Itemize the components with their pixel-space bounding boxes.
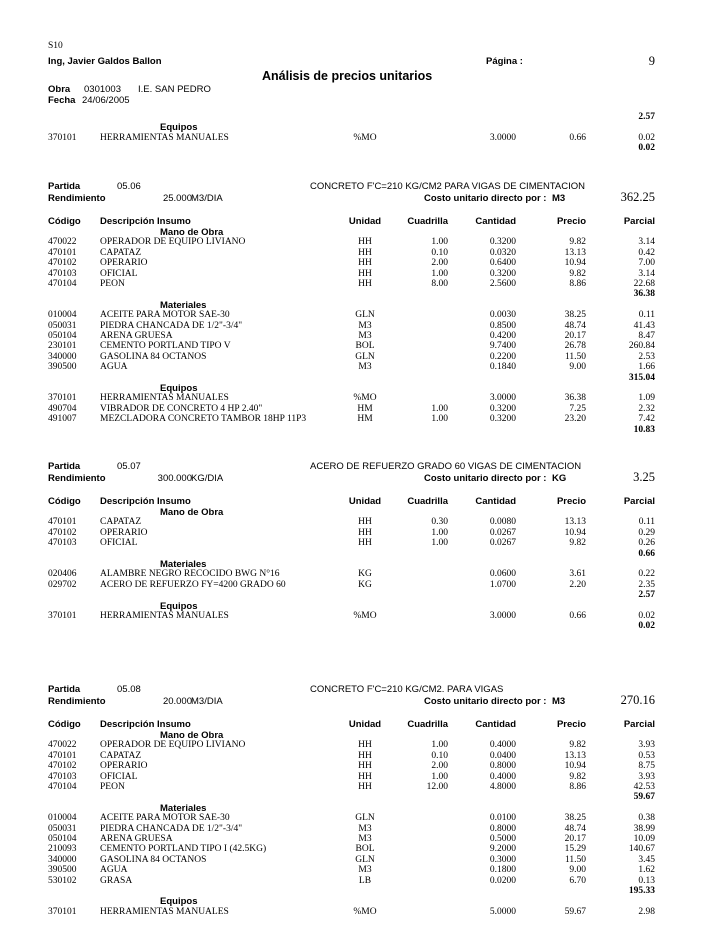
row-parcial: 2.35 xyxy=(638,579,655,590)
row-description: CAPATAZ xyxy=(100,517,142,528)
row-code: 230101 xyxy=(48,341,77,352)
row-code: 530102 xyxy=(48,875,77,886)
row-cuadrilla: 2.00 xyxy=(431,258,448,269)
row-description: OFICIAL xyxy=(100,771,138,782)
row-description: VIBRADOR DE CONCRETO 4 HP 2.40" xyxy=(100,403,263,414)
partida-label: Partida xyxy=(48,181,81,192)
row-unit: HH xyxy=(358,740,372,751)
obra-code: 0301003 xyxy=(84,84,121,95)
row-cuadrilla: 1.00 xyxy=(431,771,448,782)
company-name: Ing, Javier Galdos Ballon xyxy=(48,56,162,67)
row-unit: HH xyxy=(358,237,372,248)
row-parcial: 0.13 xyxy=(638,875,655,886)
row-cantidad: 0.5000 xyxy=(489,834,516,844)
row-code: 390500 xyxy=(48,865,77,876)
row-description: OPERADOR DE EQUIPO LIVIANO xyxy=(100,740,246,751)
row-unit: HH xyxy=(358,527,372,538)
column-header-parcial: Parcial xyxy=(623,496,655,507)
row-precio: 11.50 xyxy=(564,351,586,362)
row-parcial: 1.62 xyxy=(638,865,655,876)
row-code: 470103 xyxy=(48,268,77,279)
row-cuadrilla: 8.00 xyxy=(431,279,448,289)
column-header-codigo: Código xyxy=(48,719,81,730)
section-total: 0.66 xyxy=(638,548,655,559)
row-description: OPERARIO xyxy=(100,527,148,538)
row-cuadrilla: 2.00 xyxy=(431,761,448,772)
row-code: 470103 xyxy=(48,538,77,549)
row-description: CEMENTO PORTLAND TIPO V xyxy=(100,341,231,352)
row-cantidad: 0.1800 xyxy=(489,865,516,876)
row-precio: 8.86 xyxy=(569,279,586,289)
rendimiento-unit: M3/DIA xyxy=(191,193,223,204)
previous-section-total: 2.57 xyxy=(638,112,655,122)
row-unit: %MO xyxy=(353,132,377,143)
row-precio: 9.82 xyxy=(569,268,586,279)
row-cantidad: 1.0700 xyxy=(489,579,516,590)
row-cantidad: 0.0200 xyxy=(489,875,516,886)
row-unit: LB xyxy=(358,875,372,886)
row-cantidad: 0.8000 xyxy=(489,823,516,834)
row-precio: 38.25 xyxy=(564,813,586,824)
row-cantidad: 0.0320 xyxy=(489,247,516,258)
row-description: GASOLINA 84 OCTANOS xyxy=(100,854,207,865)
report-code: S10 xyxy=(48,41,63,51)
row-code: 390500 xyxy=(48,362,77,373)
row-cantidad: 0.0100 xyxy=(489,813,516,824)
row-code: 340000 xyxy=(48,854,77,865)
row-cantidad: 0.1840 xyxy=(489,362,516,373)
row-parcial: 0.02 xyxy=(638,611,655,621)
row-unit: BOL xyxy=(355,341,375,352)
column-header-cuadrilla: Cuadrilla xyxy=(407,496,448,507)
row-cuadrilla: 1.00 xyxy=(431,237,448,248)
rendimiento-label: Rendimiento xyxy=(48,473,106,484)
row-description: AGUA xyxy=(100,865,128,876)
rendimiento-label: Rendimiento xyxy=(48,696,106,707)
row-parcial: 1.66 xyxy=(638,362,655,373)
row-description: HERRAMIENTAS MANUALES xyxy=(100,611,229,621)
row-cantidad: 3.0000 xyxy=(489,611,516,621)
rendimiento-value: 300.000 xyxy=(157,473,192,484)
obra-label: Obra xyxy=(48,84,71,95)
row-unit: HM xyxy=(357,414,373,425)
row-precio: 13.13 xyxy=(564,517,586,528)
row-cantidad: 0.8000 xyxy=(489,761,516,772)
section-total: 59.67 xyxy=(633,792,655,803)
costo-directo-value: 362.25 xyxy=(620,190,655,204)
row-unit: %MO xyxy=(353,611,377,621)
row-cantidad: 2.5600 xyxy=(489,279,516,289)
section-total: 195.33 xyxy=(628,886,655,896)
row-precio: 23.20 xyxy=(564,414,586,425)
row-parcial: 0.11 xyxy=(638,517,655,528)
row-parcial: 0.02 xyxy=(638,132,655,143)
row-unit: M3 xyxy=(358,865,372,876)
row-precio: 13.13 xyxy=(564,750,586,761)
section-heading-equipos: Equipos xyxy=(160,600,198,612)
section-heading-materiales: Materiales xyxy=(160,802,207,814)
column-header-descripcion: Descripción Insumo xyxy=(100,216,191,227)
column-header-parcial: Parcial xyxy=(623,216,655,227)
row-cuadrilla: 0.10 xyxy=(431,247,448,258)
row-parcial: 0.22 xyxy=(638,569,655,580)
row-parcial: 0.38 xyxy=(638,813,655,824)
row-parcial: 38.99 xyxy=(633,823,655,834)
row-code: 050104 xyxy=(48,834,77,844)
row-description: ARENA GRUESA xyxy=(100,331,173,341)
row-description: AGUA xyxy=(100,362,128,373)
row-unit: HH xyxy=(358,771,372,782)
row-parcial: 42.53 xyxy=(633,782,655,792)
row-cantidad: 0.2200 xyxy=(489,351,516,362)
costo-directo-unit: KG xyxy=(552,473,567,484)
row-code: 210093 xyxy=(48,844,77,855)
row-code: 050104 xyxy=(48,331,77,341)
row-cantidad: 0.3200 xyxy=(489,403,516,414)
row-description: ACEITE PARA MOTOR SAE-30 xyxy=(100,310,230,321)
row-cuadrilla: 1.00 xyxy=(431,268,448,279)
row-code: 491007 xyxy=(48,414,77,425)
row-code: 470103 xyxy=(48,771,77,782)
row-precio: 48.74 xyxy=(564,320,586,331)
row-description: ACEITE PARA MOTOR SAE-30 xyxy=(100,813,230,824)
row-precio: 59.67 xyxy=(564,906,586,917)
row-parcial: 2.53 xyxy=(638,351,655,362)
fecha-label: Fecha xyxy=(48,95,76,106)
row-description: ACERO DE REFUERZO FY=4200 GRADO 60 xyxy=(100,579,286,590)
row-precio: 10.94 xyxy=(564,258,586,269)
row-description: HERRAMIENTAS MANUALES xyxy=(100,906,229,917)
row-precio: 6.70 xyxy=(569,875,586,886)
row-cantidad: 0.3000 xyxy=(489,854,516,865)
row-description: OPERADOR DE EQUIPO LIVIANO xyxy=(100,237,246,248)
row-parcial: 3.93 xyxy=(638,771,655,782)
row-description: ALAMBRE NEGRO RECOCIDO BWG N°16 xyxy=(100,569,280,580)
row-description: HERRAMIENTAS MANUALES xyxy=(100,132,229,143)
row-parcial: 8.47 xyxy=(638,331,655,341)
row-precio: 0.66 xyxy=(569,132,586,143)
partida-label: Partida xyxy=(48,684,81,695)
row-description: PIEDRA CHANCADA DE 1/2"-3/4" xyxy=(100,823,243,834)
costo-directo-unit: M3 xyxy=(552,696,566,707)
row-parcial: 2.98 xyxy=(638,906,655,917)
row-unit: HH xyxy=(358,538,372,549)
section-heading-materiales: Materiales xyxy=(160,299,207,311)
rendimiento-label: Rendimiento xyxy=(48,193,106,204)
row-code: 029702 xyxy=(48,579,77,590)
rendimiento-value: 20.000 xyxy=(162,696,192,707)
section-heading-equipos: Equipos xyxy=(160,383,198,394)
row-unit: HH xyxy=(358,782,372,792)
row-unit: %MO xyxy=(353,906,377,917)
costo-directo-value: 270.16 xyxy=(620,693,655,707)
row-code: 370101 xyxy=(48,393,77,404)
row-cantidad: 0.4200 xyxy=(489,331,516,341)
row-precio: 7.25 xyxy=(569,403,586,414)
row-description: PEON xyxy=(100,279,125,289)
costo-directo-unit: M3 xyxy=(552,193,566,204)
fecha-value: 24/06/2005 xyxy=(82,95,130,106)
row-description: HERRAMIENTAS MANUALES xyxy=(100,393,229,404)
row-parcial: 0.11 xyxy=(638,310,655,321)
row-cantidad: 0.0030 xyxy=(489,310,516,321)
row-precio: 48.74 xyxy=(564,823,586,834)
row-code: 490704 xyxy=(48,403,77,414)
row-parcial: 0.29 xyxy=(638,527,655,538)
row-precio: 9.82 xyxy=(569,771,586,782)
row-cantidad: 0.0600 xyxy=(489,569,516,580)
column-header-unidad: Unidad xyxy=(348,216,382,227)
row-cantidad: 0.8500 xyxy=(489,320,516,331)
row-precio: 9.00 xyxy=(569,865,586,876)
row-cantidad: 0.3200 xyxy=(489,237,516,248)
row-code: 470102 xyxy=(48,258,77,269)
row-description: OFICIAL xyxy=(100,538,138,549)
column-header-codigo: Código xyxy=(48,216,81,227)
section-total: 315.04 xyxy=(628,372,655,383)
row-description: PIEDRA CHANCADA DE 1/2"-3/4" xyxy=(100,320,243,331)
row-cuadrilla: 1.00 xyxy=(431,538,448,549)
column-header-unidad: Unidad xyxy=(348,496,382,507)
row-parcial: 3.45 xyxy=(638,854,655,865)
row-code: 370101 xyxy=(48,906,77,917)
column-header-cuadrilla: Cuadrilla xyxy=(407,719,448,730)
row-code: 010004 xyxy=(48,310,77,321)
row-description: MEZCLADORA CONCRETO TAMBOR 18HP 11P3 xyxy=(100,414,307,425)
row-code: 050031 xyxy=(48,320,77,331)
row-description: GRASA xyxy=(100,875,133,886)
row-cantidad: 4.8000 xyxy=(489,782,516,792)
row-unit: HH xyxy=(358,279,372,289)
row-parcial: 3.14 xyxy=(638,268,655,279)
costo-directo-label: Costo unitario directo por : xyxy=(424,193,547,204)
row-parcial: 3.14 xyxy=(638,237,655,248)
row-code: 470104 xyxy=(48,782,77,792)
row-unit: KG xyxy=(358,579,372,590)
row-code: 340000 xyxy=(48,351,77,362)
obra-name: I.E. SAN PEDRO xyxy=(138,84,211,95)
column-header-unidad: Unidad xyxy=(348,719,382,730)
row-cantidad: 3.0000 xyxy=(489,132,516,143)
row-description: OFICIAL xyxy=(100,268,138,279)
rendimiento-unit: M3/DIA xyxy=(191,696,223,707)
row-unit: M3 xyxy=(358,834,372,844)
row-precio: 9.82 xyxy=(569,740,586,751)
partida-description: CONCRETO F'C=210 KG/CM2 PARA VIGAS DE CIMENTACION xyxy=(310,181,585,192)
row-unit: KG xyxy=(358,569,372,580)
row-cantidad: 0.4000 xyxy=(489,740,516,751)
row-cantidad: 0.0080 xyxy=(489,517,516,528)
row-precio: 10.94 xyxy=(564,527,586,538)
row-cantidad: 0.3200 xyxy=(489,268,516,279)
row-precio: 11.50 xyxy=(564,854,586,865)
section-heading-equipos: Equipos xyxy=(160,122,198,134)
row-description: GASOLINA 84 OCTANOS xyxy=(100,351,207,362)
section-total: 2.57 xyxy=(638,590,655,601)
row-unit: HH xyxy=(358,517,372,528)
partida-number: 05.08 xyxy=(117,684,141,695)
row-cantidad: 3.0000 xyxy=(489,393,516,404)
row-precio: 9.82 xyxy=(569,237,586,248)
row-cantidad: 0.3200 xyxy=(489,414,516,425)
row-description: CEMENTO PORTLAND TIPO I (42.5KG) xyxy=(100,844,267,855)
row-unit: GLN xyxy=(355,854,375,865)
section-heading-materiales: Materiales xyxy=(160,559,207,570)
row-cantidad: 0.4000 xyxy=(489,771,516,782)
row-cantidad: 9.7400 xyxy=(489,341,516,352)
section-total: 0.02 xyxy=(638,143,655,154)
row-precio: 9.00 xyxy=(569,362,586,373)
row-parcial: 8.75 xyxy=(638,761,655,772)
row-precio: 0.66 xyxy=(569,611,586,621)
costo-directo-label: Costo unitario directo por : xyxy=(424,696,547,707)
row-code: 470101 xyxy=(48,750,77,761)
section-total: 10.83 xyxy=(633,424,655,435)
section-total: 0.02 xyxy=(638,621,655,632)
row-cantidad: 5.0000 xyxy=(489,906,516,917)
row-unit: HH xyxy=(358,761,372,772)
column-header-precio: Precio xyxy=(556,216,586,227)
row-cuadrilla: 1.00 xyxy=(431,403,448,414)
column-header-descripcion: Descripción Insumo xyxy=(100,719,191,730)
row-unit: GLN xyxy=(355,351,375,362)
row-unit: HH xyxy=(358,268,372,279)
column-header-descripcion: Descripción Insumo xyxy=(100,496,191,507)
row-parcial: 1.09 xyxy=(638,393,655,404)
column-header-parcial: Parcial xyxy=(623,719,655,730)
costo-directo-value: 3.25 xyxy=(633,470,655,484)
page-label: Página : xyxy=(486,56,523,67)
row-precio: 8.86 xyxy=(569,782,586,792)
page-title: Análisis de precios unitarios xyxy=(262,69,433,83)
section-heading-mano-obra: Mano de Obra xyxy=(160,507,224,518)
row-parcial: 7.42 xyxy=(638,414,655,425)
row-code: 470102 xyxy=(48,761,77,772)
row-description: ARENA GRUESA xyxy=(100,834,173,844)
rendimiento-value: 25.000 xyxy=(162,193,192,204)
row-cantidad: 9.2000 xyxy=(489,844,516,855)
column-header-precio: Precio xyxy=(556,719,586,730)
page-number: 9 xyxy=(648,54,655,68)
row-code: 470101 xyxy=(48,517,77,528)
row-code: 050031 xyxy=(48,823,77,834)
row-code: 470022 xyxy=(48,740,77,751)
row-description: PEON xyxy=(100,782,125,792)
row-code: 370101 xyxy=(48,132,77,143)
row-unit: GLN xyxy=(355,310,375,321)
partida-description: CONCRETO F'C=210 KG/CM2. PARA VIGAS xyxy=(310,684,504,695)
row-unit: %MO xyxy=(353,393,377,404)
row-precio: 38.25 xyxy=(564,310,586,321)
row-unit: M3 xyxy=(358,320,372,331)
row-cuadrilla: 1.00 xyxy=(431,740,448,751)
row-cantidad: 0.6400 xyxy=(489,258,516,269)
column-header-cantidad: Cantidad xyxy=(475,496,516,507)
row-parcial: 0.53 xyxy=(638,750,655,761)
row-cuadrilla: 0.10 xyxy=(431,750,448,761)
row-unit: HM xyxy=(357,403,373,414)
row-parcial: 0.26 xyxy=(638,538,655,549)
row-precio: 10.94 xyxy=(564,761,586,772)
row-description: CAPATAZ xyxy=(100,750,142,761)
row-unit: HH xyxy=(358,750,372,761)
row-cantidad: 0.0267 xyxy=(489,538,516,549)
row-cuadrilla: 1.00 xyxy=(431,414,448,425)
column-header-cantidad: Cantidad xyxy=(475,216,516,227)
row-parcial: 140.67 xyxy=(628,844,655,855)
section-heading-equipos: Equipos xyxy=(160,896,198,908)
row-precio: 36.38 xyxy=(564,393,586,404)
row-parcial: 22.68 xyxy=(633,279,655,289)
column-header-cuadrilla: Cuadrilla xyxy=(407,216,448,227)
row-parcial: 0.42 xyxy=(638,247,655,258)
row-code: 470102 xyxy=(48,527,77,538)
column-header-cantidad: Cantidad xyxy=(475,719,516,730)
row-parcial: 260.84 xyxy=(628,341,655,352)
row-unit: BOL xyxy=(355,844,375,855)
section-total: 36.38 xyxy=(633,289,655,300)
row-description: OPERARIO xyxy=(100,258,148,269)
row-precio: 20.17 xyxy=(564,834,586,844)
row-unit: HH xyxy=(358,247,372,258)
partida-number: 05.06 xyxy=(117,181,141,192)
row-description: CAPATAZ xyxy=(100,247,142,258)
row-precio: 3.61 xyxy=(569,569,586,580)
partida-label: Partida xyxy=(48,461,81,472)
row-parcial: 10.09 xyxy=(633,834,655,844)
row-unit: M3 xyxy=(358,362,372,373)
row-parcial: 41.43 xyxy=(633,320,655,331)
row-parcial: 3.93 xyxy=(638,740,655,751)
row-precio: 26.78 xyxy=(564,341,586,352)
section-heading-mano-obra: Mano de Obra xyxy=(160,730,224,741)
row-unit: M3 xyxy=(358,823,372,834)
row-precio: 20.17 xyxy=(564,331,586,341)
row-cantidad: 0.0267 xyxy=(489,527,516,538)
row-description: OPERARIO xyxy=(100,761,148,772)
row-precio: 2.20 xyxy=(569,579,586,590)
section-heading-mano-obra: Mano de Obra xyxy=(160,227,224,238)
costo-directo-label: Costo unitario directo por : xyxy=(424,473,547,484)
column-header-precio: Precio xyxy=(556,496,586,507)
row-code: 470022 xyxy=(48,237,77,248)
row-code: 470101 xyxy=(48,247,77,258)
row-code: 370101 xyxy=(48,611,77,621)
row-precio: 9.82 xyxy=(569,538,586,549)
row-parcial: 7.00 xyxy=(638,258,655,269)
row-cantidad: 0.0400 xyxy=(489,750,516,761)
row-unit: GLN xyxy=(355,813,375,824)
row-parcial: 2.32 xyxy=(638,403,655,414)
column-header-codigo: Código xyxy=(48,496,81,507)
row-code: 010004 xyxy=(48,813,77,824)
partida-description: ACERO DE REFUERZO GRADO 60 VIGAS DE CIMENTACION xyxy=(310,461,582,472)
row-cuadrilla: 0.30 xyxy=(431,517,448,528)
row-code: 020406 xyxy=(48,569,77,580)
row-unit: M3 xyxy=(358,331,372,341)
rendimiento-unit: KG/DIA xyxy=(191,473,224,484)
row-precio: 15.29 xyxy=(564,844,586,855)
row-unit: HH xyxy=(358,258,372,269)
row-cuadrilla: 1.00 xyxy=(431,527,448,538)
partida-number: 05.07 xyxy=(117,461,141,472)
row-code: 470104 xyxy=(48,279,77,289)
row-cuadrilla: 12.00 xyxy=(426,782,448,792)
row-precio: 13.13 xyxy=(564,247,586,258)
